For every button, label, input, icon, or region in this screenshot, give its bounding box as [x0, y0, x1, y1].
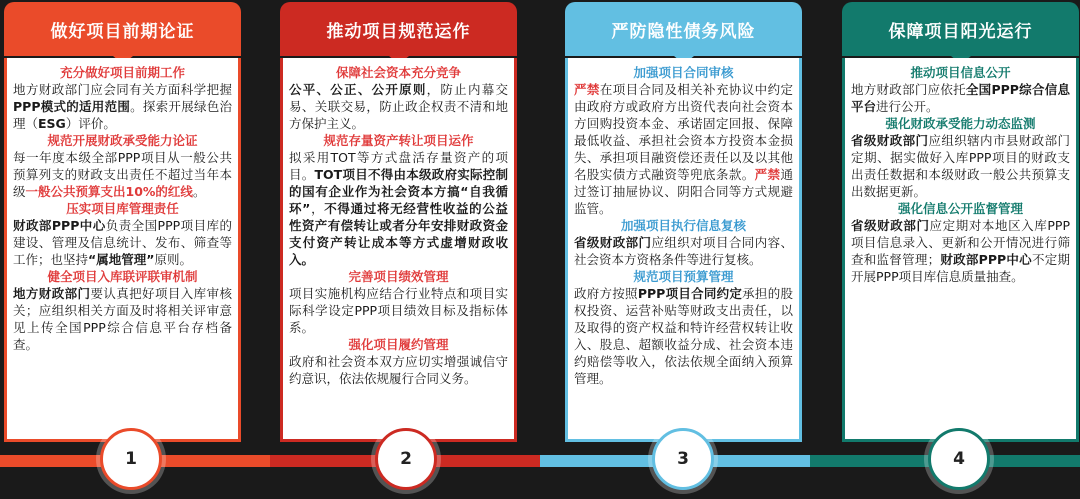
bold-fragment: PPP项目合同约定	[637, 286, 743, 301]
section-text	[13, 81, 232, 132]
panel-title: 做好项目前期论证	[4, 2, 241, 56]
text-fragment: 承担的股权投资、运营补贴等财政支出责任，以及取得的资产权益和特许经营权转让收入、股息、超额收益分成、社会资本违约赔偿等收入，依法依规全面纳入预算管理。	[574, 286, 793, 386]
section-title: 强化项目履约管理	[348, 337, 449, 352]
panel-body	[4, 58, 241, 442]
text-fragment: 要认真把好项目入库审核关；应组织相关方面及时将相关评审意见上传全国PPP综合信息平台存档备查。	[13, 286, 232, 352]
text-fragment: 在项目合同及相关补充协议中约定由政府方或政府方出资代表向社会资本方回购投资本金、承诺固定回报、保障最低收益、承担社会资本方投资本金损失、承担项目融资偿还责任以及以其他名股实债方式融资等兜底条款。	[574, 82, 793, 182]
text-fragment: 。探索开展绿色治理（	[13, 99, 232, 131]
step-circle-4	[928, 428, 990, 490]
text-fragment: 政府和社会资本双方应切实增强诚信守约意识，依法依规履行合同义务。	[289, 354, 508, 386]
bold-fragment: 省级财政部门	[851, 218, 930, 233]
panel-4	[842, 2, 1079, 442]
panel-2	[280, 2, 517, 442]
panel-1	[4, 2, 241, 442]
bold-fragment: 省级财政部门	[574, 235, 652, 250]
section-title: 强化财政承受能力动态监测	[885, 116, 1036, 131]
section-title: 推动项目信息公开	[910, 65, 1011, 80]
section-title: 规范存量资产转让项目运作	[323, 133, 474, 148]
text-fragment: 通过签订抽屉协议、阴阳合同等方式规避监管。	[574, 167, 793, 216]
bold-fragment: 不得通过将无经营性收益的公益性资产有偿转让或者分年安排财政资金支付资产转让成本等方式虚增财政收入。	[289, 201, 508, 267]
section-title: 强化信息公开监督管理	[897, 201, 1023, 216]
bold-fragment: PPP模式的适用范围	[13, 99, 131, 114]
step-circle-1	[100, 428, 162, 490]
highlight-fragment: 严禁	[754, 167, 781, 182]
section-text	[289, 353, 508, 387]
text-fragment: 不定期开展PPP项目库信息质量抽查。	[851, 252, 1070, 284]
panel-3	[565, 2, 802, 442]
text-fragment: ，	[310, 201, 325, 216]
bold-fragment: TOT项目不得由本级政府实际控制的国有企业作为社会资本方搞“自我循环”	[289, 167, 508, 216]
section-title: 充分做好项目前期工作	[59, 65, 185, 80]
section-text	[851, 132, 1070, 200]
step-circle-3	[652, 428, 714, 490]
text-fragment: 项目实施机构应结合行业特点和项目实际科学设定PPP项目绩效目标及指标体系。	[289, 286, 508, 335]
panel-title: 严防隐性债务风险	[565, 2, 802, 56]
text-fragment: 原则。	[154, 252, 192, 267]
section-text	[574, 81, 793, 217]
section-text	[13, 217, 232, 268]
section-text	[289, 81, 508, 132]
bold-fragment: 财政部PPP中心	[940, 252, 1032, 267]
bold-fragment: “属地管理”	[88, 252, 155, 267]
text-fragment: 拟采用TOT等方式盘活存量资产的项目。	[289, 150, 508, 182]
step-number: 3	[677, 449, 689, 469]
section-text	[574, 234, 793, 268]
section-title: 保障社会资本充分竞争	[335, 65, 461, 80]
text-fragment: 应定期对本地区入库PPP项目信息录入、更新和公开情况进行筛查和监督管理；	[851, 218, 1070, 267]
text-fragment: 。	[192, 184, 206, 199]
step-number: 4	[953, 449, 965, 469]
panel-title: 推动项目规范运作	[280, 2, 517, 56]
bold-fragment: 财政部PPP中心	[13, 218, 106, 233]
text-fragment: 应组织辖内市县财政部门定期、据实做好入库PPP项目的财政支出责任数据和本级财政一般公共预算支出数据更新。	[851, 133, 1070, 199]
section-text	[289, 149, 508, 268]
bold-fragment: 地方财政部门	[13, 286, 91, 301]
text-fragment: 进行公开。	[876, 99, 939, 114]
section-text	[851, 217, 1070, 285]
step-circle-2	[375, 428, 437, 490]
section-text	[13, 285, 232, 353]
text-fragment: ，防止内幕交易、关联交易，防止政企权责不清和地方保护主义。	[289, 82, 508, 131]
text-fragment: 地方财政部门应依托	[851, 82, 966, 97]
section-text	[574, 285, 793, 387]
panel-body	[565, 58, 802, 442]
step-number: 1	[125, 449, 137, 469]
panel-title: 保障项目阳光运行	[842, 2, 1079, 56]
text-fragment: 负责全国PPP项目库的建设、管理及信息统计、发布、筛查等工作；也坚持	[13, 218, 233, 267]
section-title: 完善项目绩效管理	[348, 269, 449, 284]
text-fragment: 每一年度本级全部PPP项目从一般公共预算列支的财政支出责任不超过当年本级	[13, 150, 232, 199]
section-text	[13, 149, 232, 200]
bold-fragment: 全国PPP综合信息平台	[851, 82, 1070, 114]
bold-fragment: ESG	[38, 116, 66, 131]
text-fragment: 地方财政部门应会同有关方面科学把握	[13, 82, 232, 97]
text-fragment: 应组织对项目合同内容、社会资本方资格条件等进行复核。	[574, 235, 793, 267]
step-number: 2	[400, 449, 412, 469]
section-title: 规范项目预算管理	[633, 269, 734, 284]
bold-fragment: 省级财政部门	[851, 133, 929, 148]
section-title: 加强项目执行信息复核	[620, 218, 746, 233]
highlight-fragment: 严禁	[574, 82, 600, 97]
highlight-fragment: 一般公共预算支出10%的红线	[25, 184, 193, 199]
panel-body	[842, 58, 1079, 442]
section-title: 加强项目合同审核	[633, 65, 734, 80]
text-fragment: 政府方按照	[574, 286, 638, 301]
section-text	[289, 285, 508, 336]
bold-fragment: 公平、公正、公开原则	[289, 82, 427, 97]
section-title: 健全项目入库联评联审机制	[47, 269, 198, 284]
section-title: 压实项目库管理责任	[66, 201, 179, 216]
timeline-ribbon	[0, 455, 1080, 467]
panel-body	[280, 58, 517, 442]
text-fragment: ）评价。	[65, 116, 116, 131]
section-text	[851, 81, 1070, 115]
section-title: 规范开展财政承受能力论证	[47, 133, 198, 148]
